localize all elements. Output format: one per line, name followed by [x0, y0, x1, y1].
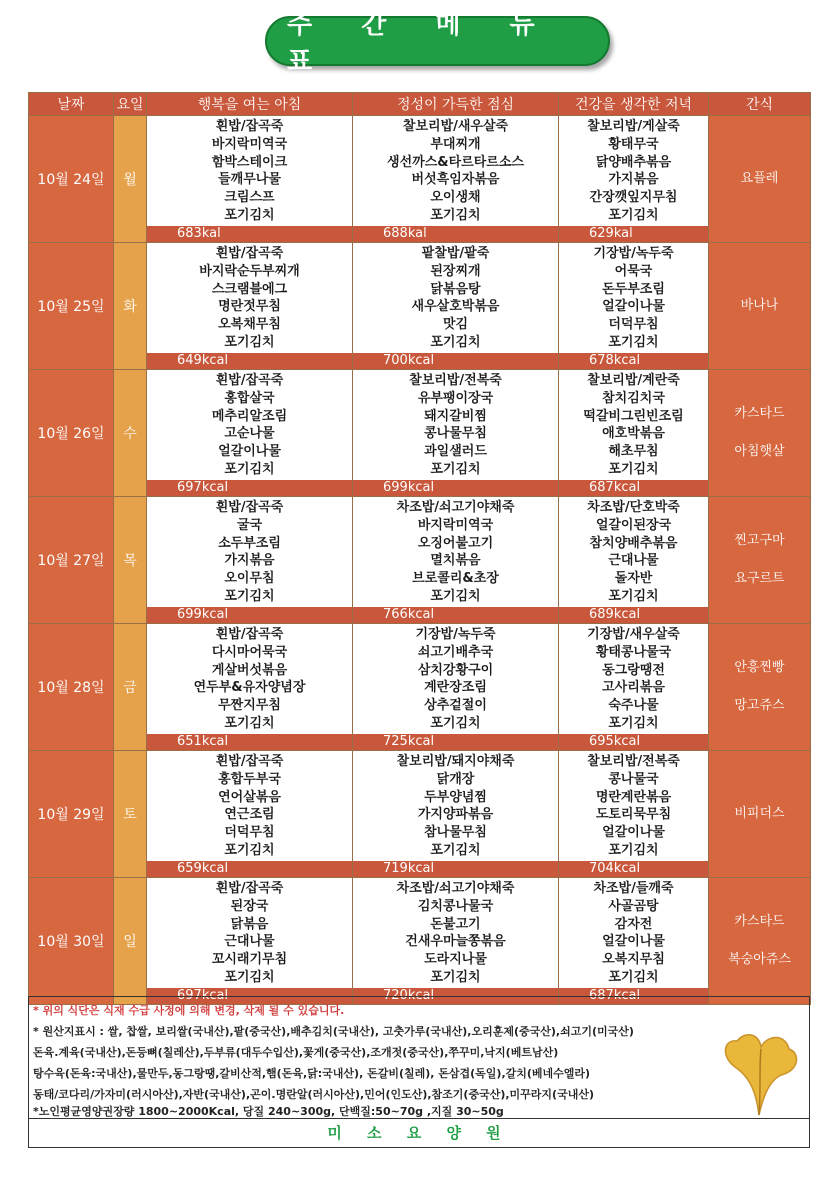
day-row — [29, 243, 811, 370]
lunch-items — [353, 751, 558, 861]
header-dinner: 건강을 생각한 저녁 — [559, 93, 709, 116]
menu-item: 건새우마늘쫑볶음 — [405, 934, 506, 950]
menu-item: 닭볶음 — [230, 916, 269, 932]
table-header-row — [29, 93, 811, 116]
breakfast-cell — [147, 370, 353, 497]
dinner-kcal: 687kcal — [559, 480, 708, 496]
menu-item: 포기김치 — [224, 588, 275, 604]
breakfast-kcal: 659kcal — [147, 861, 352, 877]
snack-cell — [709, 497, 811, 624]
breakfast-items — [147, 878, 352, 988]
breakfast-kcal: 651kcal — [147, 734, 352, 750]
breakfast-items — [147, 116, 352, 226]
dinner-items — [559, 751, 708, 861]
header-date: 날짜 — [29, 93, 114, 116]
menu-item: 고사리볶음 — [602, 680, 665, 696]
menu-item: 포기김치 — [608, 588, 659, 604]
snack-item: 비피더스 — [734, 806, 785, 821]
lunch-items — [353, 243, 558, 353]
menu-item: 흰밥/잡곡죽 — [215, 373, 284, 388]
lunch-cell — [353, 116, 559, 243]
dinner-cell — [559, 751, 709, 878]
menu-item: 찰보리밥/새우살죽 — [402, 119, 509, 134]
menu-item: 가지볶음 — [224, 553, 275, 569]
menu-item: 찰보리밥/돼지야채죽 — [396, 754, 515, 769]
menu-item: 크림스프 — [224, 190, 275, 206]
origin-line: 탕수육(돈육:국내산),물만두,동그랑땡,갈비산적,햄(돈육,닭:국내산), 돈갈비(칠레), 돈삼겹(독일),갈치(베네수엘라) — [33, 1067, 591, 1080]
menu-item: 바지락미역국 — [417, 517, 494, 533]
menu-item: 메추리알조림 — [211, 408, 288, 424]
menu-item: 얼갈이된장국 — [595, 517, 672, 533]
menu-item: 흰밥/잡곡죽 — [215, 881, 284, 896]
origin-line: * 원산지표시 : 쌀, 찹쌀, 보리쌀(국내산),팥(중국산),배추김치(국내산), 고춧가루(국내산),오리훈제(중국산),쇠고기(미국산) — [33, 1025, 634, 1038]
menu-item: 돼지갈비찜 — [424, 408, 487, 424]
lunch-cell — [353, 243, 559, 370]
menu-item: 포기김치 — [430, 715, 481, 731]
menu-item: 생선까스&타르타르소스 — [387, 154, 524, 170]
date-cell: 10월 26일 — [29, 370, 114, 497]
menu-item: 찰보리밥/계란죽 — [587, 373, 680, 388]
menu-item: 콩나물국 — [608, 771, 659, 787]
day-of-week-cell: 수 — [114, 370, 147, 497]
menu-item: 포기김치 — [608, 842, 659, 858]
menu-item: 포기김치 — [430, 461, 481, 477]
lunch-kcal: 700kcal — [353, 353, 558, 369]
menu-item: 스크램블에그 — [211, 281, 288, 297]
breakfast-kcal: 697kcal — [147, 988, 352, 1004]
lunch-cell — [353, 878, 559, 1005]
menu-item: 돈두부조림 — [602, 281, 665, 297]
menu-item: 포기김치 — [608, 715, 659, 731]
menu-item: 고순나물 — [224, 426, 275, 442]
menu-item: 찰보리밥/전복죽 — [587, 754, 680, 769]
menu-item: 참나물무침 — [424, 825, 487, 841]
snack-cell — [709, 243, 811, 370]
lunch-kcal: 688kal — [353, 226, 558, 242]
menu-item: 멸치볶음 — [430, 553, 481, 569]
menu-item: 오이무침 — [224, 571, 275, 587]
menu-item: 사골곰탕 — [608, 898, 659, 914]
day-of-week-cell: 화 — [114, 243, 147, 370]
menu-item: 연두부&유자양념장 — [193, 680, 306, 696]
day-of-week-cell: 목 — [114, 497, 147, 624]
menu-item: 흰밥/잡곡죽 — [215, 246, 284, 261]
day-row — [29, 624, 811, 751]
menu-item: 들깨무나물 — [218, 172, 281, 188]
menu-item: 포기김치 — [430, 334, 481, 350]
menu-item: 포기김치 — [224, 715, 275, 731]
menu-item: 기장밥/녹두죽 — [593, 246, 674, 261]
menu-item: 과일샐러드 — [424, 444, 487, 460]
dinner-items — [559, 243, 708, 353]
header-breakfast: 행복을 여는 아침 — [147, 93, 353, 116]
menu-item: 게살버섯볶음 — [211, 662, 288, 678]
menu-item: 닭양배추볶음 — [595, 154, 672, 170]
menu-item: 명란젓무침 — [218, 299, 281, 315]
dinner-cell — [559, 624, 709, 751]
menu-item: 간장깻잎지무침 — [589, 190, 678, 206]
date-cell: 10월 29일 — [29, 751, 114, 878]
date-cell: 10월 28일 — [29, 624, 114, 751]
menu-item: 찰보리밥/게살죽 — [587, 119, 680, 134]
lunch-items — [353, 497, 558, 607]
snack-cell — [709, 370, 811, 497]
menu-item: 흰밥/잡곡죽 — [215, 627, 284, 642]
menu-item: 근대나물 — [608, 553, 659, 569]
snack-cell — [709, 624, 811, 751]
menu-item: 연근조림 — [224, 807, 275, 823]
menu-item: 바지락미역국 — [211, 136, 288, 152]
menu-item: 꼬시래기무침 — [211, 952, 288, 968]
menu-item: 숙주나물 — [608, 698, 659, 714]
menu-item: 브로콜리&초장 — [412, 571, 499, 587]
menu-item: 해초무침 — [608, 444, 659, 460]
menu-item: 콩나물무침 — [424, 426, 487, 442]
origin-line: 동태/코다리/가자미(러시아산),자반(국내산),곤이.명란알(러시아산),민어(인도산),참조기(중국산),미꾸라지(국내산) — [33, 1088, 594, 1101]
menu-item: 흰밥/잡곡죽 — [215, 754, 284, 769]
snack-item: 복숭아쥬스 — [728, 952, 791, 967]
snack-item: 카스타드 — [734, 914, 785, 929]
menu-item: 홍합살국 — [224, 390, 275, 406]
breakfast-kcal: 649kcal — [147, 353, 352, 369]
ginkgo-leaf-icon — [715, 1019, 803, 1119]
dinner-items — [559, 624, 708, 734]
notes-box — [28, 996, 810, 1148]
snack-item: 요플레 — [740, 171, 779, 186]
menu-item: 흰밥/잡곡죽 — [215, 500, 284, 515]
menu-item: 포기김치 — [430, 207, 481, 223]
menu-item: 무짠지무침 — [218, 698, 281, 714]
menu-item: 포기김치 — [608, 334, 659, 350]
menu-item: 된장국 — [230, 898, 269, 914]
menu-item: 오복채무침 — [218, 317, 281, 333]
snack-item: 안흥찐빵 — [734, 660, 785, 675]
menu-item: 유부팽이장국 — [417, 390, 494, 406]
menu-item: 포기김치 — [430, 588, 481, 604]
menu-item: 참치양배추볶음 — [589, 535, 678, 551]
breakfast-items — [147, 497, 352, 607]
dinner-kcal: 678kcal — [559, 353, 708, 369]
lunch-items — [353, 370, 558, 480]
menu-item: 얼갈이나물 — [602, 934, 665, 950]
dinner-kcal: 689kcal — [559, 607, 708, 623]
breakfast-cell — [147, 624, 353, 751]
menu-item: 얼갈이나물 — [602, 299, 665, 315]
menu-item: 쇠고기배추국 — [417, 644, 494, 660]
menu-item: 기장밥/녹두죽 — [415, 627, 496, 642]
lunch-cell — [353, 497, 559, 624]
day-of-week-cell: 일 — [114, 878, 147, 1005]
lunch-kcal: 725kcal — [353, 734, 558, 750]
dinner-cell — [559, 243, 709, 370]
snack-item: 카스타드 — [734, 406, 785, 421]
breakfast-items — [147, 751, 352, 861]
lunch-items — [353, 624, 558, 734]
menu-item: 애호박볶음 — [602, 426, 665, 442]
menu-item: 오징어불고기 — [417, 535, 494, 551]
menu-item: 삼치강황구이 — [417, 662, 494, 678]
breakfast-cell — [147, 751, 353, 878]
origin-line: 돈육.계육(국내산),돈등뼈(칠레산),두부류(대두수입산),꽃게(중국산),조개젓(중국산),쭈꾸미,낙지(베트남산) — [33, 1046, 559, 1059]
page-title: 주 간 메 뉴 표 — [265, 16, 610, 66]
menu-item: 포기김치 — [608, 461, 659, 477]
menu-item: 포기김치 — [608, 207, 659, 223]
menu-item: 더덕무침 — [224, 825, 275, 841]
menu-item: 얼갈이나물 — [602, 825, 665, 841]
lunch-items — [353, 116, 558, 226]
menu-item: 바지락순두부찌개 — [199, 263, 300, 279]
menu-item: 근대나물 — [224, 934, 275, 950]
dinner-cell — [559, 497, 709, 624]
dinner-cell — [559, 116, 709, 243]
menu-item: 팥찰밥/팥죽 — [421, 246, 490, 261]
dinner-kcal: 695kcal — [559, 734, 708, 750]
lunch-kcal: 719kcal — [353, 861, 558, 877]
dinner-items — [559, 497, 708, 607]
lunch-kcal: 720kcal — [353, 988, 558, 1004]
menu-item: 명란계란볶음 — [595, 789, 672, 805]
header-lunch: 정성이 가득한 점심 — [353, 93, 559, 116]
menu-item: 포기김치 — [224, 842, 275, 858]
breakfast-cell — [147, 243, 353, 370]
menu-item: 된장찌개 — [430, 263, 481, 279]
menu-item: 닭개장 — [436, 771, 475, 787]
dinner-kcal: 687kcal — [559, 988, 708, 1004]
breakfast-items — [147, 243, 352, 353]
menu-item: 얼갈이나물 — [218, 444, 281, 460]
footer-facility-name: 미 소 요 양 원 — [29, 1118, 809, 1147]
menu-item: 차조밥/들깨죽 — [593, 881, 674, 896]
breakfast-cell — [147, 497, 353, 624]
breakfast-kcal: 699kcal — [147, 607, 352, 623]
day-row — [29, 878, 811, 1005]
breakfast-cell — [147, 116, 353, 243]
menu-item: 포기김치 — [430, 842, 481, 858]
menu-item: 흰밥/잡곡죽 — [215, 119, 284, 134]
menu-item: 다시마어묵국 — [211, 644, 288, 660]
menu-item: 오이생채 — [430, 190, 481, 206]
menu-item: 참치김치국 — [602, 390, 665, 406]
dinner-kcal: 629kal — [559, 226, 708, 242]
snack-item: 요구르트 — [734, 571, 785, 586]
menu-item: 홍합두부국 — [218, 771, 281, 787]
menu-item: 맛김 — [442, 317, 469, 333]
menu-item: 차조밥/단호박죽 — [587, 500, 680, 515]
snack-item: 바나나 — [740, 298, 779, 313]
menu-item: 동그랑땡전 — [602, 662, 665, 678]
menu-item: 포기김치 — [224, 334, 275, 350]
menu-item: 포기김치 — [224, 207, 275, 223]
menu-item: 포기김치 — [224, 461, 275, 477]
lunch-kcal: 766kcal — [353, 607, 558, 623]
menu-item: 부대찌개 — [430, 136, 481, 152]
menu-item: 포기김치 — [608, 969, 659, 985]
menu-item: 도토리묵무침 — [595, 807, 672, 823]
lunch-kcal: 699kcal — [353, 480, 558, 496]
breakfast-kcal: 683kal — [147, 226, 352, 242]
day-of-week-cell: 월 — [114, 116, 147, 243]
menu-change-notice: * 위의 식단은 식재 수급 사정에 의해 변경, 삭제 될 수 있습니다. — [33, 1004, 345, 1017]
dinner-items — [559, 116, 708, 226]
menu-item: 어묵국 — [614, 263, 653, 279]
snack-item: 찐고구마 — [734, 533, 785, 548]
menu-item: 돌자반 — [614, 571, 653, 587]
menu-item: 기장밥/새우살죽 — [587, 627, 680, 642]
menu-item: 황태무국 — [608, 136, 659, 152]
menu-item: 함박스테이크 — [211, 154, 288, 170]
day-row — [29, 370, 811, 497]
header-snack: 간식 — [709, 93, 811, 116]
dinner-cell — [559, 370, 709, 497]
menu-item: 찰보리밥/전복죽 — [409, 373, 502, 388]
menu-item: 닭볶음탕 — [430, 281, 481, 297]
menu-item: 소두부조림 — [218, 535, 281, 551]
dinner-cell — [559, 878, 709, 1005]
date-cell: 10월 24일 — [29, 116, 114, 243]
date-cell: 10월 25일 — [29, 243, 114, 370]
breakfast-items — [147, 370, 352, 480]
menu-item: 김치콩나물국 — [417, 898, 494, 914]
snack-cell — [709, 116, 811, 243]
menu-item: 오복지무침 — [602, 952, 665, 968]
day-row — [29, 751, 811, 878]
date-cell: 10월 27일 — [29, 497, 114, 624]
dinner-items — [559, 878, 708, 988]
snack-item: 아침햇살 — [734, 444, 785, 459]
lunch-cell — [353, 370, 559, 497]
menu-item: 황태콩나물국 — [595, 644, 672, 660]
breakfast-cell — [147, 878, 353, 1005]
breakfast-items — [147, 624, 352, 734]
lunch-items — [353, 878, 558, 988]
menu-item: 떡갈비그린빈조림 — [583, 408, 684, 424]
menu-item: 연어살볶음 — [218, 789, 281, 805]
menu-item: 차조밥/쇠고기야채죽 — [396, 881, 515, 896]
menu-item: 계란장조림 — [424, 680, 487, 696]
weekly-menu-table — [28, 92, 811, 1005]
menu-item: 가지볶음 — [608, 172, 659, 188]
menu-item: 감자전 — [614, 916, 653, 932]
menu-item: 차조밥/쇠고기야채죽 — [396, 500, 515, 515]
snack-cell — [709, 751, 811, 878]
day-of-week-cell: 금 — [114, 624, 147, 751]
menu-item: 더덕무침 — [608, 317, 659, 333]
breakfast-kcal: 697kcal — [147, 480, 352, 496]
lunch-cell — [353, 624, 559, 751]
dinner-items — [559, 370, 708, 480]
nutrition-guideline: *노인평균영양권장량 1800~2000Kcal, 당질 240~300g, 단백질:50~70g ,지질 30~50g — [33, 1105, 504, 1118]
day-row — [29, 497, 811, 624]
menu-item: 새우살호박볶음 — [411, 299, 500, 315]
menu-item: 도라지나물 — [424, 952, 487, 968]
menu-item: 상추겉절이 — [424, 698, 487, 714]
title-banner — [265, 10, 610, 77]
menu-item: 두부양념찜 — [424, 789, 487, 805]
menu-item: 포기김치 — [430, 969, 481, 985]
day-of-week-cell: 토 — [114, 751, 147, 878]
header-day: 요일 — [114, 93, 147, 116]
dinner-kcal: 704kcal — [559, 861, 708, 877]
date-cell: 10월 30일 — [29, 878, 114, 1005]
menu-item: 버섯흑임자볶음 — [411, 172, 500, 188]
day-row — [29, 116, 811, 243]
menu-item: 돈불고기 — [430, 916, 481, 932]
snack-cell — [709, 878, 811, 1005]
menu-item: 굴국 — [236, 517, 263, 533]
menu-item: 가지양파볶음 — [417, 807, 494, 823]
snack-item: 망고쥬스 — [734, 698, 785, 713]
lunch-cell — [353, 751, 559, 878]
menu-item: 포기김치 — [224, 969, 275, 985]
